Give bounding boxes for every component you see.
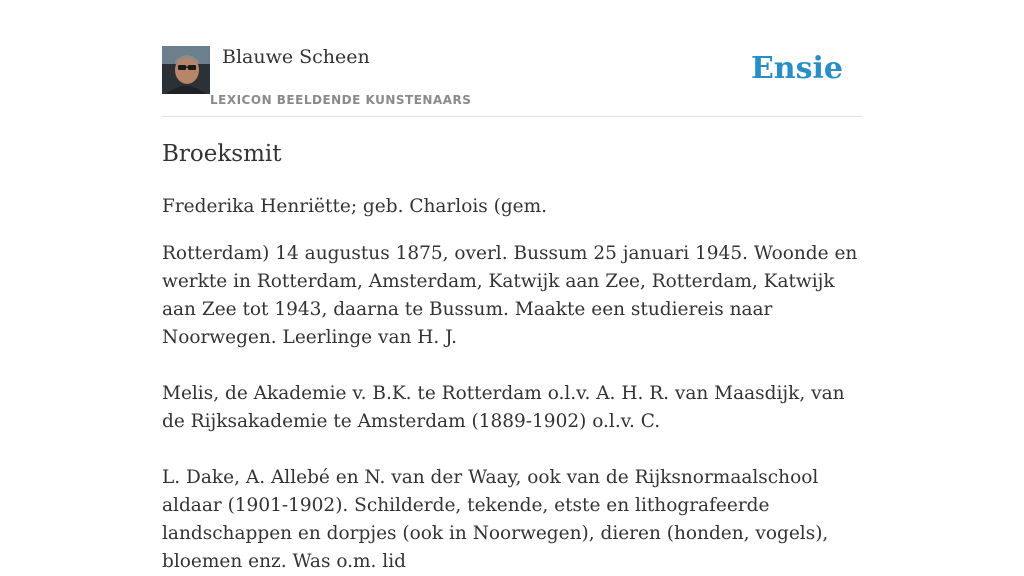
article-paragraph: Rotterdam) 14 augustus 1875, overl. Bussum 25 januari 1945. Woonde en werkte in Rotterdam, Amsterdam, Katwijk aan Zee, Rotterdam, Katwijk aan Zee tot 1943, daarna te Bussum. Maakte een studiereis naar Noorwegen. Leerlinge van H. J. — [162, 243, 858, 348]
ensie-logo[interactable]: Ensie — [750, 51, 843, 86]
header — [162, 46, 862, 117]
article — [162, 138, 862, 576]
author-name[interactable]: Blauwe Scheen — [222, 46, 370, 68]
article-paragraph: Frederika Henriëtte; geb. Charlois (gem. — [162, 196, 548, 217]
article-title: Broeksmit — [162, 141, 282, 167]
article-paragraph: Melis, de Akademie v. B.K. te Rotterdam o.l.v. A. H. R. van Maasdijk, van de Rijksakademie te Amsterdam (1889-1902) o.l.v. C. — [162, 383, 845, 432]
article-paragraph: L. Dake, A. Allebé en N. van der Waay, ook van de Rijksnormaalschool aldaar (1901-1902). Schilderde, tekende, etste en lithografeerde landschappen en dorpjes (ook in Noorwegen), dieren (honden, vogels), bloemen enz. Was o.m. lid — [162, 467, 829, 572]
avatar-image — [162, 46, 210, 94]
avatar[interactable] — [162, 46, 210, 94]
category-label[interactable]: LEXICON BEELDENDE KUNSTENAARS — [210, 93, 472, 107]
